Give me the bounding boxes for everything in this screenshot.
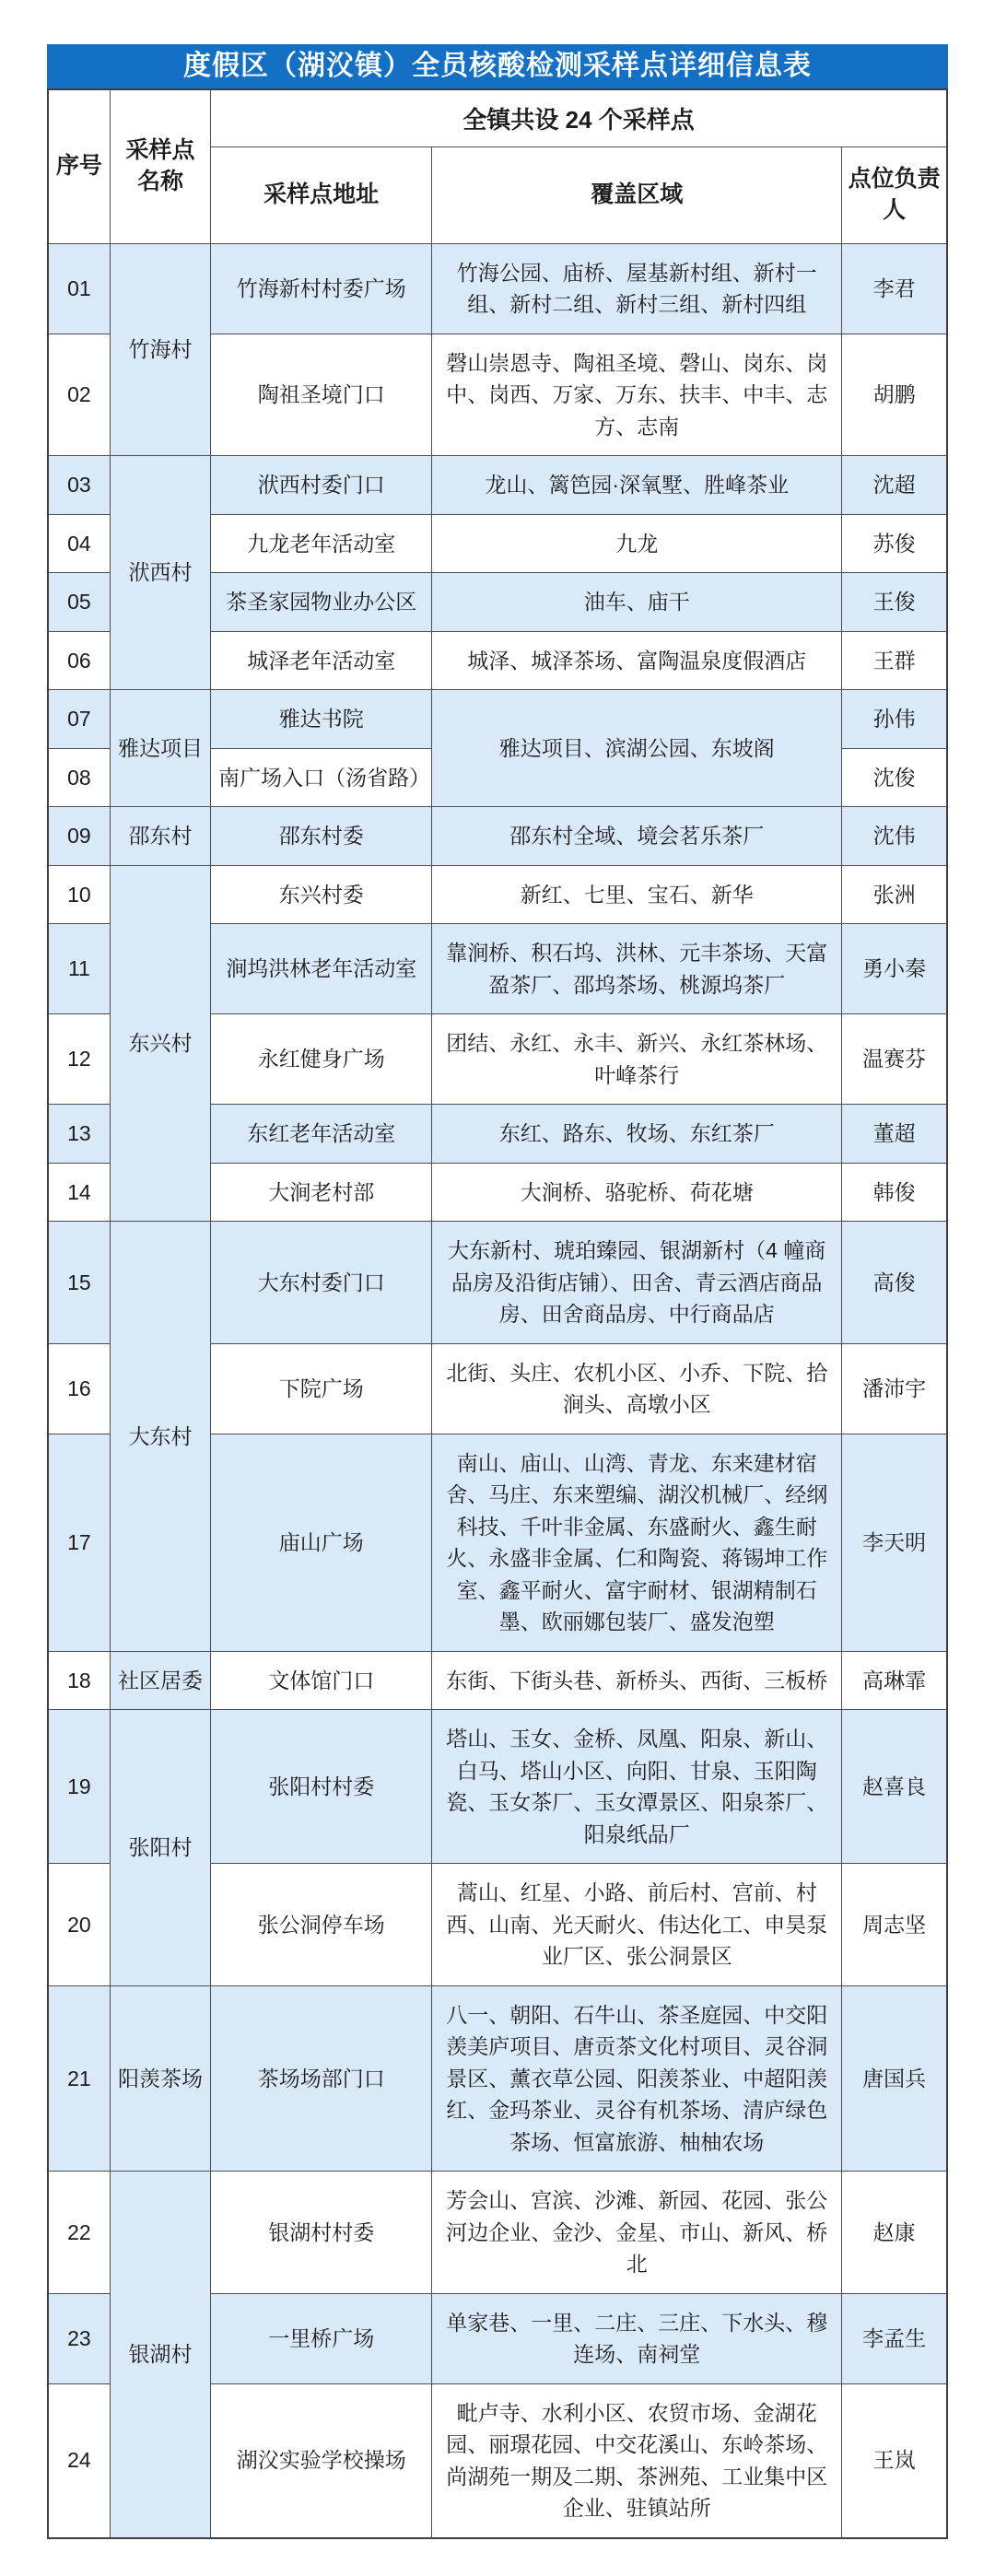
table-row xyxy=(48,456,947,515)
row-number-cell: 02 xyxy=(48,334,110,456)
row-number-cell: 11 xyxy=(48,924,110,1014)
coverage-area-cell: 蒿山、红星、小路、前后村、宫前、村西、山南、光天耐火、伟达化工、申昊泵业厂区、张公洞景区 xyxy=(432,1864,842,1986)
coverage-area-cell: 东街、下街头巷、新桥头、西街、三板桥 xyxy=(432,1651,842,1710)
coverage-area-cell: 靠涧桥、积石坞、洪林、元丰茶场、天富盈茶厂、邵坞茶场、桃源坞茶厂 xyxy=(432,924,842,1014)
row-number-cell: 12 xyxy=(48,1014,110,1105)
sampling-point-address-cell: 茶场场部门口 xyxy=(211,1985,432,2172)
point-person-cell: 王俊 xyxy=(842,573,947,632)
point-person-cell: 沈超 xyxy=(842,456,947,515)
coverage-area-cell: 芳会山、宫滨、沙滩、新园、花园、张公河边企业、金沙、金星、市山、新风、桥北 xyxy=(432,2172,842,2294)
sampling-point-name-cell: 大东村 xyxy=(110,1222,210,1652)
table-row xyxy=(48,690,947,749)
point-person-cell: 赵康 xyxy=(842,2172,947,2294)
row-number-cell: 15 xyxy=(48,1222,110,1344)
coverage-area-cell: 油车、庙干 xyxy=(432,573,842,632)
row-number-cell: 17 xyxy=(48,1434,110,1651)
coverage-area-cell: 竹海公园、庙桥、屋基新村组、新村一组、新村二组、新村三组、新村四组 xyxy=(432,243,842,334)
sampling-point-address-cell: 陶祖圣境门口 xyxy=(211,334,432,456)
row-number-cell: 22 xyxy=(48,2172,110,2294)
row-number-cell: 19 xyxy=(48,1710,110,1864)
table-row xyxy=(48,807,947,866)
sampling-point-address-cell: 文体馆门口 xyxy=(211,1651,432,1710)
table-body xyxy=(48,243,947,2538)
row-number-cell: 16 xyxy=(48,1343,110,1434)
point-person-cell: 温赛芬 xyxy=(842,1014,947,1105)
coverage-area-cell: 团结、永红、永丰、新兴、永红茶林场、叶峰茶行 xyxy=(432,1014,842,1105)
table-summary: 全镇共设 24 个采样点 xyxy=(211,89,947,147)
point-person-cell: 张洲 xyxy=(842,865,947,924)
coverage-area-cell: 南山、庙山、山湾、青龙、东来建材宿舍、马庄、东来塑编、湖㳇机械厂、经纲科技、千叶非金属、东盛耐火、鑫生耐火、永盛非金属、仁和陶瓷、蒋锡坤工作室、鑫平耐火、富宇耐材、银湖精制石墨、欧丽娜包装厂、盛发泡塑 xyxy=(432,1434,842,1651)
coverage-area-cell: 八一、朝阳、石牛山、茶圣庭园、中交阳羡美庐项目、唐贡茶文化村项目、灵谷洞景区、薰衣草公园、阳羡茶业、中超阳羡红、金玛茶业、灵谷有机茶场、清庐绿色茶场、恒富旅游、柚柚农场 xyxy=(432,1985,842,2172)
sampling-point-address-cell: 永红健身广场 xyxy=(211,1014,432,1105)
sampling-point-address-cell: 银湖村村委 xyxy=(211,2172,432,2294)
coverage-area-cell: 磬山崇恩寺、陶祖圣境、磬山、岗东、岗中、岗西、万家、万东、扶丰、中丰、志方、志南 xyxy=(432,334,842,456)
sampling-point-address-cell: 九龙老年活动室 xyxy=(211,514,432,573)
sampling-point-name-cell: 社区居委 xyxy=(110,1651,210,1710)
sampling-point-address-cell: 大东村委门口 xyxy=(211,1222,432,1344)
sampling-point-address-cell: 南广场入口（汤省路） xyxy=(211,748,432,807)
sampling-point-address-cell: 大涧老村部 xyxy=(211,1163,432,1222)
point-person-cell: 高琳霏 xyxy=(842,1651,947,1710)
table-row xyxy=(48,865,947,924)
sampling-point-address-cell: 湖㳇实验学校操场 xyxy=(211,2383,432,2538)
coverage-area-cell: 大东新村、琥珀臻园、银湖新村（4 幢商品房及沿街店铺）、田舍、青云酒店商品房、田舍商品房、中行商品店 xyxy=(432,1222,842,1344)
column-header-person: 点位负责人 xyxy=(842,147,947,244)
row-number-cell: 04 xyxy=(48,514,110,573)
table-row xyxy=(48,243,947,334)
coverage-area-cell: 九龙 xyxy=(432,514,842,573)
point-person-cell: 胡鹏 xyxy=(842,334,947,456)
table-row xyxy=(48,1222,947,1344)
coverage-area-cell: 毗卢寺、水利小区、农贸市场、金湖花园、丽璟花园、中交花溪山、东岭茶场、尚湖苑一期及二期、茶洲苑、工业集中区企业、驻镇站所 xyxy=(432,2383,842,2538)
row-number-cell: 10 xyxy=(48,865,110,924)
sampling-points-table xyxy=(47,88,948,2539)
coverage-area-cell: 新红、七里、宝石、新华 xyxy=(432,865,842,924)
row-number-cell: 05 xyxy=(48,573,110,632)
row-number-cell: 18 xyxy=(48,1651,110,1710)
point-person-cell: 勇小秦 xyxy=(842,924,947,1014)
point-person-cell: 韩俊 xyxy=(842,1163,947,1222)
row-number-cell: 23 xyxy=(48,2293,110,2383)
row-number-cell: 21 xyxy=(48,1985,110,2172)
row-number-cell: 24 xyxy=(48,2383,110,2538)
point-person-cell: 沈伟 xyxy=(842,807,947,866)
row-number-cell: 01 xyxy=(48,243,110,334)
point-person-cell: 周志坚 xyxy=(842,1864,947,1986)
sampling-point-address-cell: 洑西村委门口 xyxy=(211,456,432,515)
coverage-area-cell: 单家巷、一里、二庄、三庄、下水头、穆连场、南祠堂 xyxy=(432,2293,842,2383)
point-person-cell: 李天明 xyxy=(842,1434,947,1651)
sampling-point-address-cell: 涧坞洪林老年活动室 xyxy=(211,924,432,1014)
coverage-area-cell: 邵东村全域、境会茗乐茶厂 xyxy=(432,807,842,866)
point-person-cell: 孙伟 xyxy=(842,690,947,749)
row-number-cell: 07 xyxy=(48,690,110,749)
column-header-name: 采样点名称 xyxy=(110,89,210,243)
sampling-point-name-cell: 洑西村 xyxy=(110,456,210,690)
row-number-cell: 13 xyxy=(48,1105,110,1164)
sampling-point-address-cell: 竹海新村村委广场 xyxy=(211,243,432,334)
point-person-cell: 李君 xyxy=(842,243,947,334)
sampling-point-address-cell: 东红老年活动室 xyxy=(211,1105,432,1164)
point-person-cell: 唐国兵 xyxy=(842,1985,947,2172)
page-title: 度假区（湖㳇镇）全员核酸检测采样点详细信息表 xyxy=(47,44,948,88)
column-header-no: 序号 xyxy=(48,89,110,243)
sampling-point-name-cell: 雅达项目 xyxy=(110,690,210,807)
sampling-point-name-cell: 张阳村 xyxy=(110,1710,210,1986)
coverage-area-cell: 城泽、城泽茶场、富陶温泉度假酒店 xyxy=(432,631,842,690)
row-number-cell: 06 xyxy=(48,631,110,690)
header-row-summary xyxy=(48,89,947,147)
point-person-cell: 董超 xyxy=(842,1105,947,1164)
sampling-point-address-cell: 城泽老年活动室 xyxy=(211,631,432,690)
point-person-cell: 沈俊 xyxy=(842,748,947,807)
coverage-area-cell: 雅达项目、滨湖公园、东坡阁 xyxy=(432,690,842,807)
sampling-point-address-cell: 邵东村委 xyxy=(211,807,432,866)
sampling-point-address-cell: 东兴村委 xyxy=(211,865,432,924)
sampling-point-name-cell: 东兴村 xyxy=(110,865,210,1222)
point-person-cell: 赵喜良 xyxy=(842,1710,947,1864)
sampling-point-name-cell: 银湖村 xyxy=(110,2172,210,2538)
table-row xyxy=(48,1710,947,1864)
coverage-area-cell: 龙山、篱笆园·深氧墅、胜峰茶业 xyxy=(432,456,842,515)
point-person-cell: 潘沛宇 xyxy=(842,1343,947,1434)
row-number-cell: 20 xyxy=(48,1864,110,1986)
sampling-point-address-cell: 雅达书院 xyxy=(211,690,432,749)
sampling-point-address-cell: 下院广场 xyxy=(211,1343,432,1434)
sampling-point-address-cell: 张阳村村委 xyxy=(211,1710,432,1864)
coverage-area-cell: 大涧桥、骆驼桥、荷花塘 xyxy=(432,1163,842,1222)
point-person-cell: 李孟生 xyxy=(842,2293,947,2383)
sampling-point-name-cell: 邵东村 xyxy=(110,807,210,866)
column-header-coverage: 覆盖区域 xyxy=(432,147,842,244)
sampling-point-address-cell: 一里桥广场 xyxy=(211,2293,432,2383)
table-row xyxy=(48,1985,947,2172)
row-number-cell: 03 xyxy=(48,456,110,515)
point-person-cell: 王岚 xyxy=(842,2383,947,2538)
table-row xyxy=(48,2172,947,2294)
point-person-cell: 苏俊 xyxy=(842,514,947,573)
column-header-address: 采样点地址 xyxy=(211,147,432,244)
table-row xyxy=(48,1651,947,1710)
sampling-point-address-cell: 张公洞停车场 xyxy=(211,1864,432,1986)
coverage-area-cell: 北街、头庄、农机小区、小乔、下院、拾涧头、高墩小区 xyxy=(432,1343,842,1434)
point-person-cell: 高俊 xyxy=(842,1222,947,1344)
row-number-cell: 08 xyxy=(48,748,110,807)
row-number-cell: 14 xyxy=(48,1163,110,1222)
coverage-area-cell: 东红、路东、牧场、东红茶厂 xyxy=(432,1105,842,1164)
coverage-area-cell: 塔山、玉女、金桥、凤凰、阳泉、新山、白马、塔山小区、向阳、甘泉、玉阳陶瓷、玉女茶厂、玉女潭景区、阳泉茶厂、阳泉纸品厂 xyxy=(432,1710,842,1864)
sampling-point-address-cell: 茶圣家园物业办公区 xyxy=(211,573,432,632)
point-person-cell: 王群 xyxy=(842,631,947,690)
row-number-cell: 09 xyxy=(48,807,110,866)
sampling-point-name-cell: 竹海村 xyxy=(110,243,210,456)
sampling-point-address-cell: 庙山广场 xyxy=(211,1434,432,1651)
sampling-point-name-cell: 阳羡茶场 xyxy=(110,1985,210,2172)
